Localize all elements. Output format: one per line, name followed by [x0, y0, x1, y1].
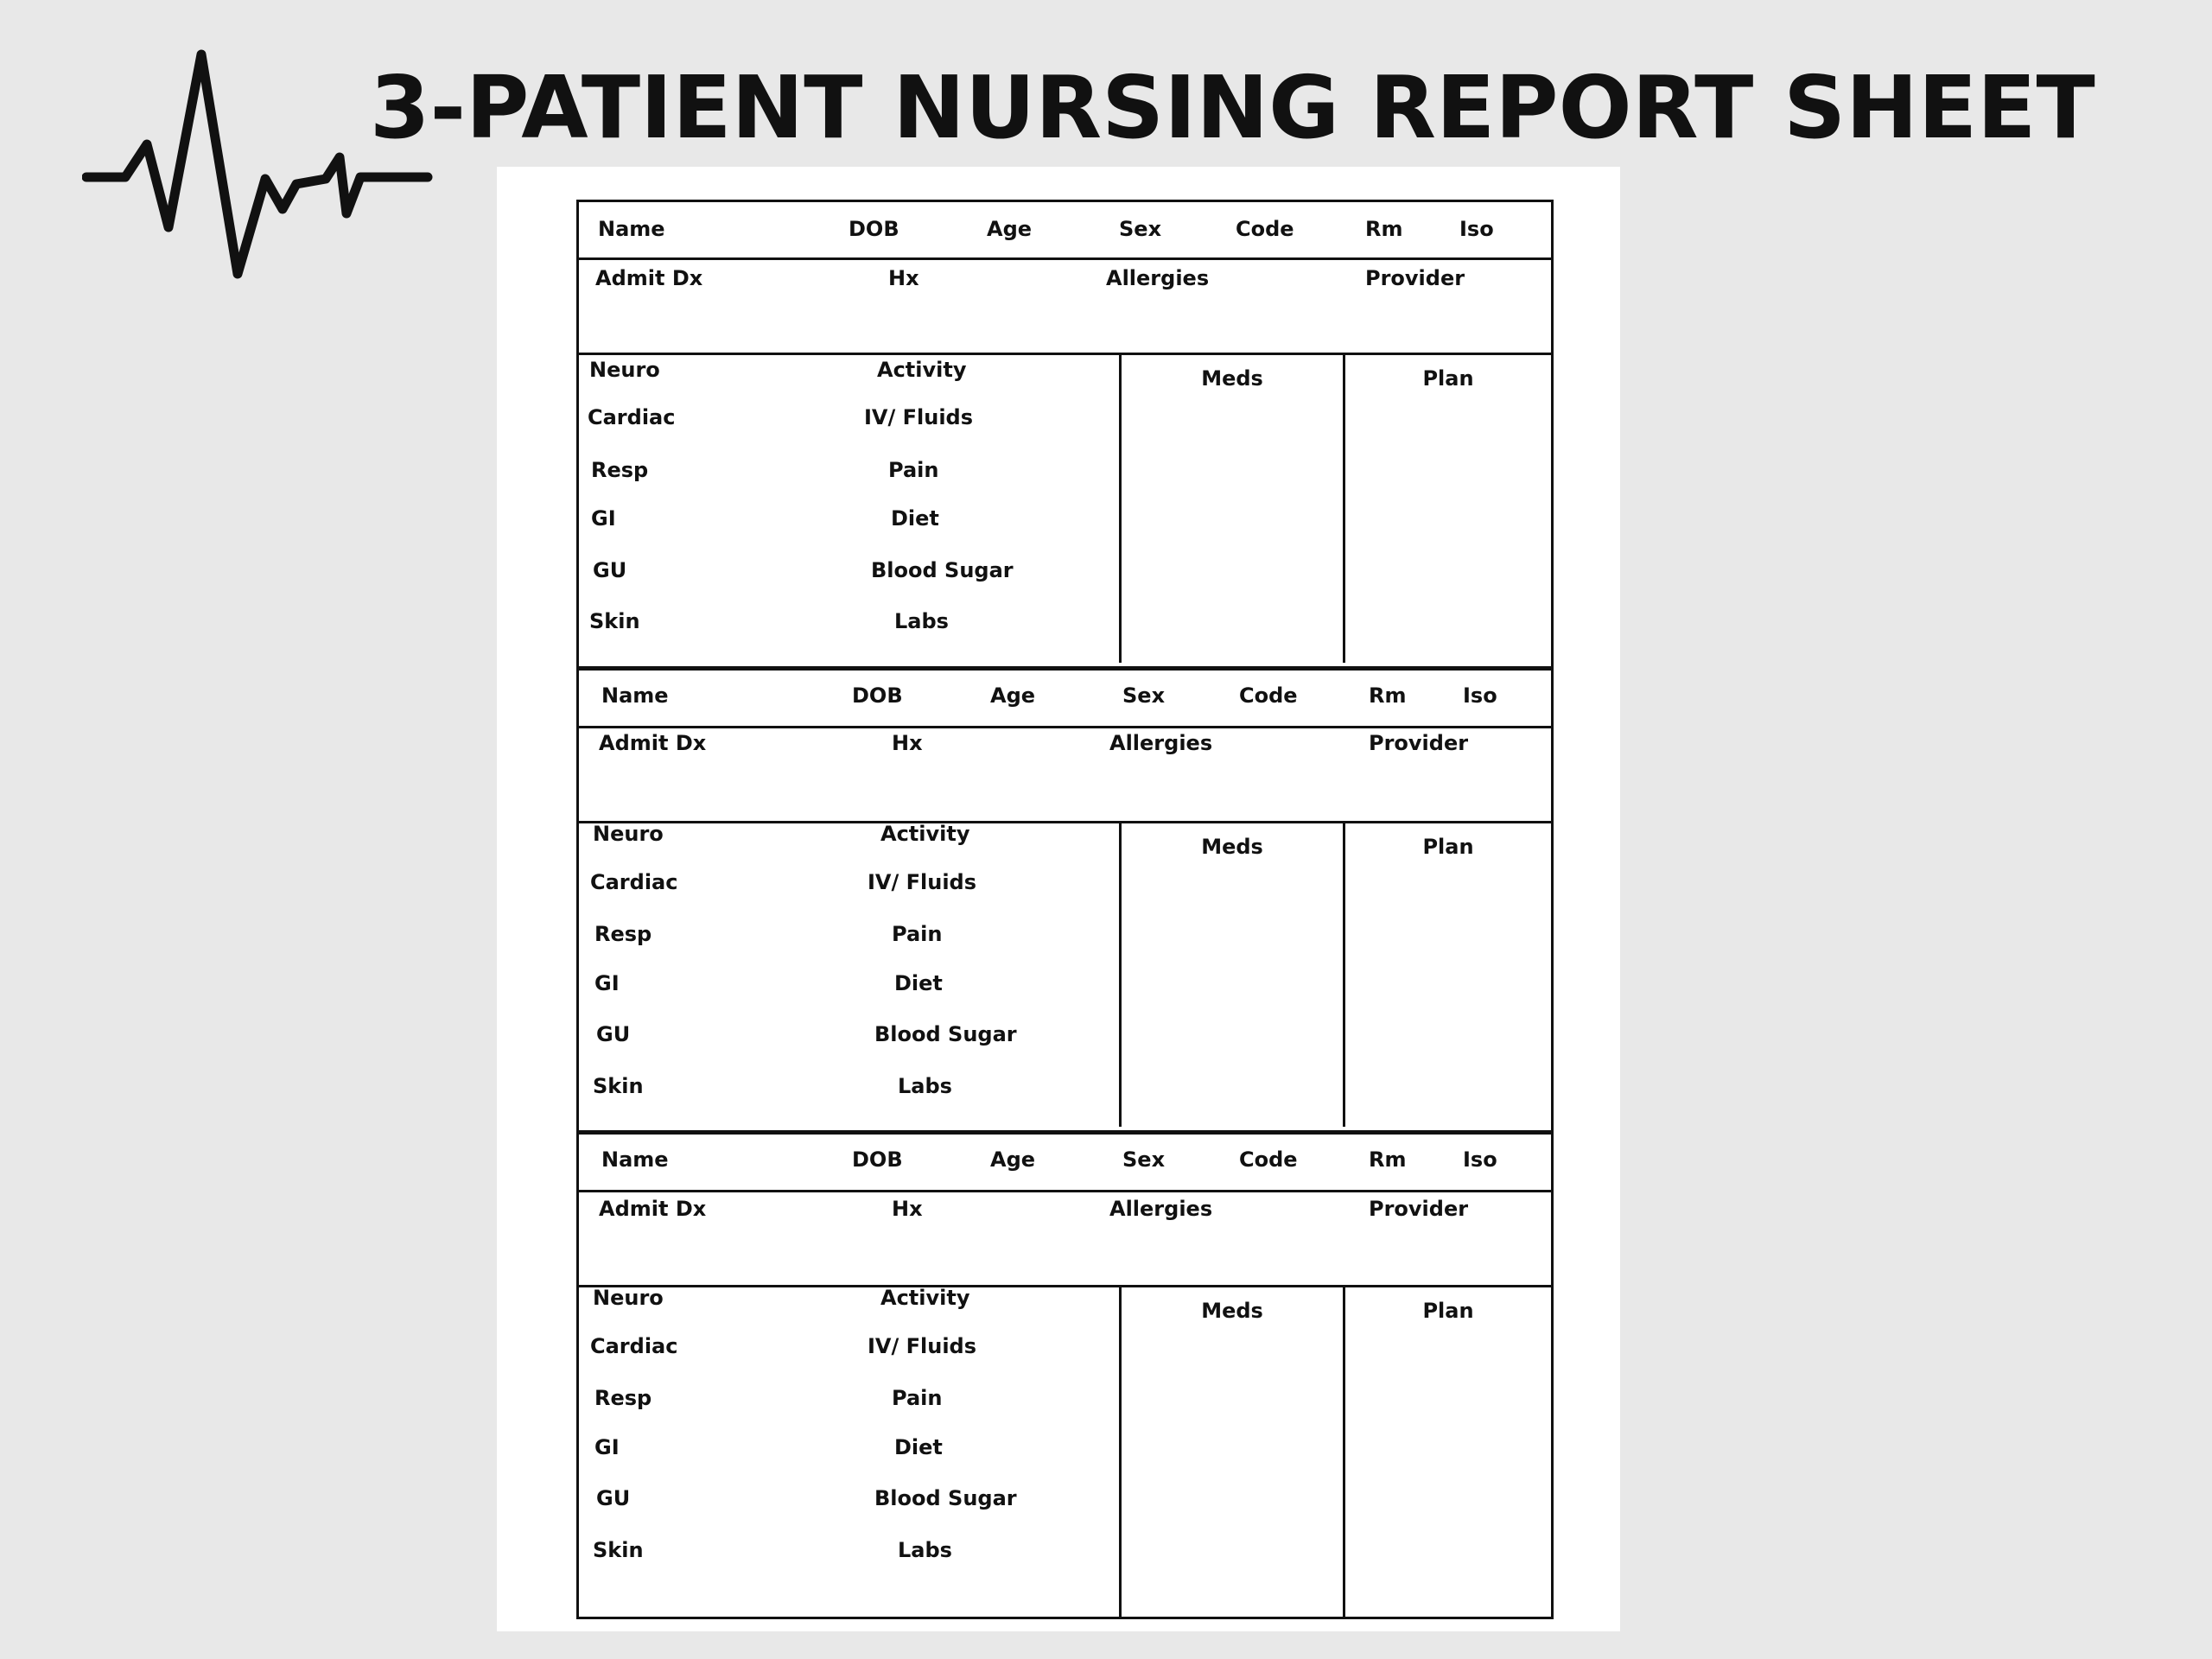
meds-column	[1119, 1287, 1345, 1617]
provider-label: Provider	[1369, 731, 1469, 755]
diet-label: Diet	[891, 506, 939, 531]
systems-section	[579, 823, 1551, 1127]
isolation-label: Iso	[1463, 683, 1497, 708]
activity-label: Activity	[880, 1286, 970, 1310]
meds-label: Meds	[1201, 1299, 1263, 1323]
age-label: Age	[987, 217, 1033, 241]
patient-header-row	[579, 202, 1551, 260]
history-label: Hx	[888, 266, 919, 290]
plan-column	[1345, 355, 1551, 663]
pain-label: Pain	[888, 458, 939, 482]
room-label: Rm	[1369, 683, 1407, 708]
plan-label: Plan	[1422, 1299, 1474, 1323]
name-label: Name	[598, 217, 665, 241]
page-title: 3-PATIENT NURSING REPORT SHEET	[370, 57, 2095, 158]
dob-label: DOB	[849, 217, 899, 241]
age-label: Age	[990, 683, 1036, 708]
neuro-label: Neuro	[593, 1286, 664, 1310]
neuro-label: Neuro	[593, 822, 664, 846]
isolation-label: Iso	[1463, 1147, 1497, 1172]
sex-label: Sex	[1119, 217, 1162, 241]
skin-label: Skin	[593, 1074, 644, 1098]
history-label: Hx	[892, 731, 923, 755]
blood-sugar-label: Blood Sugar	[874, 1486, 1017, 1510]
allergies-label: Allergies	[1106, 266, 1210, 290]
patient-block-1	[579, 202, 1551, 663]
activity-label: Activity	[880, 822, 970, 846]
iv-fluids-label: IV/ Fluids	[868, 870, 977, 894]
meds-label: Meds	[1201, 366, 1263, 391]
code-label: Code	[1236, 217, 1294, 241]
pain-label: Pain	[892, 1386, 943, 1410]
admit-dx-label: Admit Dx	[599, 1197, 707, 1221]
name-label: Name	[601, 683, 669, 708]
plan-label: Plan	[1422, 366, 1474, 391]
activity-label: Activity	[877, 358, 967, 382]
allergies-label: Allergies	[1109, 731, 1213, 755]
patient-header-row	[579, 671, 1551, 728]
code-label: Code	[1239, 1147, 1298, 1172]
admit-dx-label: Admit Dx	[599, 731, 707, 755]
plan-column	[1345, 823, 1551, 1127]
report-sheet-page	[497, 167, 1620, 1631]
patient-block-3	[579, 1130, 1551, 1617]
gu-label: GU	[593, 558, 627, 582]
iv-fluids-label: IV/ Fluids	[864, 405, 974, 429]
age-label: Age	[990, 1147, 1036, 1172]
labs-label: Labs	[894, 609, 949, 633]
dob-label: DOB	[852, 683, 903, 708]
resp-label: Resp	[594, 922, 652, 946]
labs-label: Labs	[898, 1074, 952, 1098]
provider-label: Provider	[1369, 1197, 1469, 1221]
isolation-label: Iso	[1459, 217, 1494, 241]
sex-label: Sex	[1122, 683, 1166, 708]
gi-label: GI	[591, 506, 616, 531]
neuro-label: Neuro	[589, 358, 660, 382]
skin-label: Skin	[593, 1538, 644, 1562]
gi-label: GI	[594, 1435, 620, 1459]
gu-label: GU	[596, 1486, 631, 1510]
provider-label: Provider	[1365, 266, 1465, 290]
dob-label: DOB	[852, 1147, 903, 1172]
cardiac-label: Cardiac	[588, 405, 676, 429]
admit-dx-label: Admit Dx	[595, 266, 703, 290]
sex-label: Sex	[1122, 1147, 1166, 1172]
patient-block-2	[579, 666, 1551, 1127]
plan-label: Plan	[1422, 835, 1474, 859]
diet-label: Diet	[894, 971, 943, 995]
room-label: Rm	[1365, 217, 1403, 241]
systems-section	[579, 1287, 1551, 1617]
cardiac-label: Cardiac	[590, 870, 678, 894]
admit-row	[579, 1192, 1551, 1287]
meds-column	[1119, 823, 1345, 1127]
meds-label: Meds	[1201, 835, 1263, 859]
gu-label: GU	[596, 1022, 631, 1046]
gi-label: GI	[594, 971, 620, 995]
systems-section	[579, 355, 1551, 663]
admit-row	[579, 728, 1551, 823]
blood-sugar-label: Blood Sugar	[874, 1022, 1017, 1046]
patient-header-row	[579, 1135, 1551, 1192]
resp-label: Resp	[591, 458, 649, 482]
report-table	[576, 200, 1554, 1619]
room-label: Rm	[1369, 1147, 1407, 1172]
resp-label: Resp	[594, 1386, 652, 1410]
admit-row	[579, 260, 1551, 355]
pain-label: Pain	[892, 922, 943, 946]
blood-sugar-label: Blood Sugar	[871, 558, 1014, 582]
name-label: Name	[601, 1147, 669, 1172]
cardiac-label: Cardiac	[590, 1334, 678, 1358]
diet-label: Diet	[894, 1435, 943, 1459]
code-label: Code	[1239, 683, 1298, 708]
iv-fluids-label: IV/ Fluids	[868, 1334, 977, 1358]
plan-column	[1345, 1287, 1551, 1617]
labs-label: Labs	[898, 1538, 952, 1562]
meds-column	[1119, 355, 1345, 663]
history-label: Hx	[892, 1197, 923, 1221]
skin-label: Skin	[589, 609, 640, 633]
allergies-label: Allergies	[1109, 1197, 1213, 1221]
